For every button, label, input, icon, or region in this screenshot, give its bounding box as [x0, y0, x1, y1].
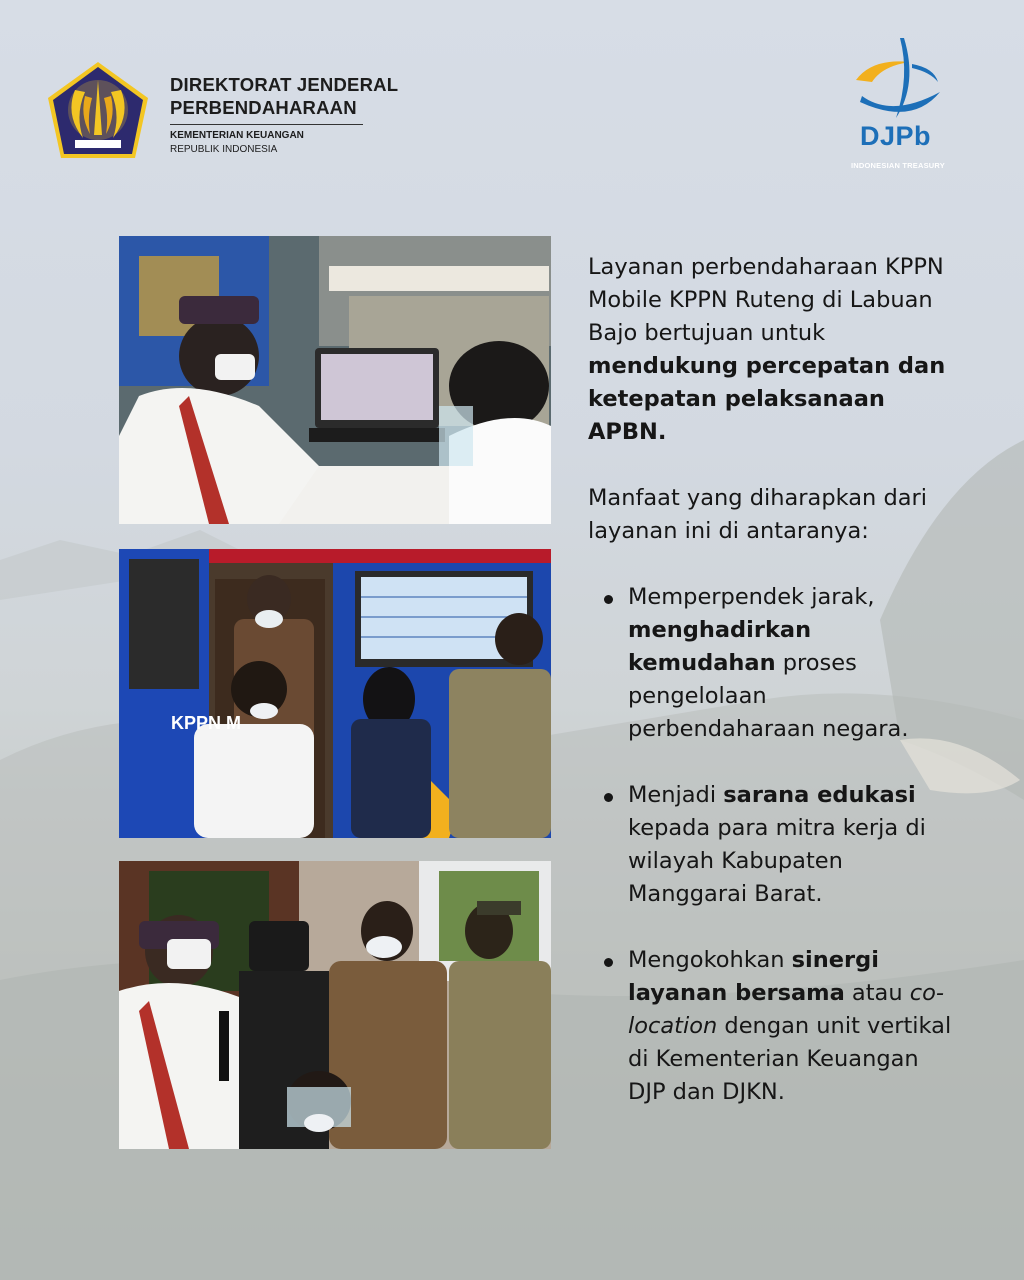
list-item	[588, 944, 953, 1109]
description-text	[588, 251, 953, 1142]
list-item	[588, 581, 953, 746]
org-title-line2: PERBENDAHARAAN	[170, 97, 357, 118]
djpb-tagline: INDONESIAN TREASURY	[851, 161, 945, 170]
intro-text: Layanan perbendaharaan KPPN Mobile KPPN Ruteng di Labuan Bajo bertujuan untuk	[588, 254, 944, 346]
benefit-2-post: kepada para mitra kerja di wilayah Kabupaten Manggarai Barat.	[628, 815, 926, 907]
benefit-2-bold: sarana edukasi	[723, 782, 916, 808]
republic-name: REPUBLIK INDONESIA	[170, 144, 278, 155]
benefit-3-bold: sinergi layanan bersama	[628, 947, 879, 1006]
bus-side-text: KPPN M	[171, 713, 242, 733]
benefit-1-post: proses pengelolaan perbendaharaan negara.	[628, 650, 909, 742]
benefit-1-pre: Memperpendek jarak,	[628, 584, 875, 610]
djpb-logo-icon	[852, 36, 944, 124]
benefit-3-mid: atau	[844, 980, 910, 1006]
ministry-seal-logo	[45, 60, 151, 162]
photo-service-counter	[119, 236, 551, 524]
org-title	[170, 73, 398, 119]
list-item	[588, 779, 953, 911]
djpb-wordmark: DJPb	[860, 121, 932, 151]
org-title-line1: DIREKTORAT JENDERAL	[170, 74, 399, 95]
ministry-name: KEMENTERIAN KEUANGAN	[170, 130, 304, 141]
benefit-3-post: dengan unit vertikal di Kementerian Keuangan DJP dan DJKN.	[628, 1013, 952, 1105]
benefit-1-bold: menghadirkan kemudahan	[628, 617, 812, 676]
intro-emphasis: mendukung percepatan dan ketepatan pelaksanaan APBN.	[588, 353, 946, 445]
benefits-list	[588, 581, 953, 1109]
intro-paragraph	[588, 251, 953, 449]
benefit-3-italic: co-location	[628, 980, 945, 1039]
benefit-3-pre: Mengokohkan	[628, 947, 792, 973]
photo-mobile-bus	[119, 549, 551, 838]
benefits-intro: Manfaat yang diharapkan dari layanan ini di antaranya:	[588, 485, 928, 544]
benefit-2-pre: Menjadi	[628, 782, 724, 808]
photo-officials-visit	[119, 861, 551, 1149]
header-divider	[170, 124, 363, 125]
